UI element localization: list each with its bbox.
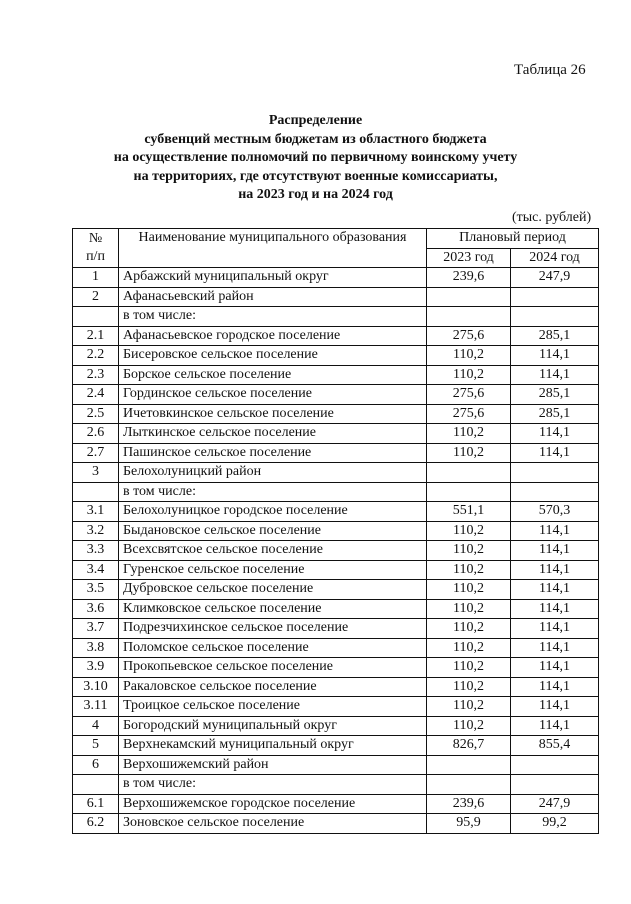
value-2023-cell: 826,7: [427, 736, 511, 756]
row-number-cell: 3.2: [73, 521, 119, 541]
table-row: [73, 541, 599, 561]
table-body: [73, 268, 599, 834]
municipality-name-cell: в том числе:: [119, 307, 427, 327]
municipality-name-cell: в том числе:: [119, 482, 427, 502]
row-number-cell: 3.1: [73, 502, 119, 522]
value-2024-cell: 99,2: [511, 814, 599, 834]
row-number-cell: 3: [73, 463, 119, 483]
row-number-cell: 2.6: [73, 424, 119, 444]
value-2024-cell: 114,1: [511, 716, 599, 736]
value-2024-cell: 114,1: [511, 580, 599, 600]
row-number-cell: 6.1: [73, 794, 119, 814]
table-number-label: Таблица 26: [514, 62, 586, 78]
table-row: [73, 658, 599, 678]
table-row: [73, 424, 599, 444]
value-2024-cell: 114,1: [511, 521, 599, 541]
table-row: [73, 365, 599, 385]
header-year-2023: 2023 год: [427, 248, 511, 268]
title-line-4: на территориях, где отсутствуют военные комиссариаты,: [133, 168, 498, 184]
header-number-symbol: №: [88, 230, 103, 246]
table-row: [73, 521, 599, 541]
row-number-cell: 6: [73, 755, 119, 775]
row-number-cell: 3.6: [73, 599, 119, 619]
value-2023-cell: 110,2: [427, 560, 511, 580]
value-2024-cell: 114,1: [511, 619, 599, 639]
header-number: [73, 229, 119, 268]
title-line-3: на осуществление полномочий по первичному воинскому учету: [113, 150, 518, 166]
table-row: [73, 775, 599, 795]
municipality-name-cell: Борское сельское поселение: [119, 365, 427, 385]
value-2023-cell: [427, 287, 511, 307]
row-number-cell: 2.5: [73, 404, 119, 424]
table-row: [73, 463, 599, 483]
municipality-name-cell: Лыткинское сельское поселение: [119, 424, 427, 444]
header-number-abbr: п/п: [86, 249, 105, 264]
row-number-cell: 3.10: [73, 677, 119, 697]
municipality-name-cell: Белохолуницкое городское поселение: [119, 502, 427, 522]
value-2023-cell: 110,2: [427, 677, 511, 697]
row-number-cell: 4: [73, 716, 119, 736]
value-2024-cell: 114,1: [511, 541, 599, 561]
row-number-cell: 2.4: [73, 385, 119, 405]
title-line-2: субвенций местным бюджетам из областного бюджета: [144, 131, 487, 147]
table-row: [73, 619, 599, 639]
value-2023-cell: 95,9: [427, 814, 511, 834]
value-2024-cell: [511, 482, 599, 502]
value-2024-cell: 285,1: [511, 326, 599, 346]
value-2023-cell: 110,2: [427, 443, 511, 463]
value-2024-cell: 114,1: [511, 599, 599, 619]
value-2023-cell: 110,2: [427, 619, 511, 639]
row-number-cell: 2.1: [73, 326, 119, 346]
table-row: [73, 697, 599, 717]
municipality-name-cell: Дубровское сельское поселение: [119, 580, 427, 600]
municipality-name-cell: Всехсвятское сельское поселение: [119, 541, 427, 561]
value-2024-cell: 114,1: [511, 658, 599, 678]
value-2023-cell: 110,2: [427, 599, 511, 619]
table-row: [73, 580, 599, 600]
municipality-name-cell: Белохолуницкий район: [119, 463, 427, 483]
value-2023-cell: 110,2: [427, 521, 511, 541]
municipality-name-cell: Пашинское сельское поселение: [119, 443, 427, 463]
table-row: [73, 346, 599, 366]
value-2024-cell: 285,1: [511, 385, 599, 405]
value-2024-cell: 114,1: [511, 424, 599, 444]
value-2024-cell: 285,1: [511, 404, 599, 424]
municipality-name-cell: Зоновское сельское поселение: [119, 814, 427, 834]
row-number-cell: [73, 307, 119, 327]
table-row: [73, 599, 599, 619]
municipality-name-cell: Быдановское сельское поселение: [119, 521, 427, 541]
units-label: (тыс. рублей): [512, 210, 592, 225]
value-2023-cell: 110,2: [427, 658, 511, 678]
municipality-name-cell: Афанасьевский район: [119, 287, 427, 307]
value-2023-cell: [427, 755, 511, 775]
value-2024-cell: 114,1: [511, 697, 599, 717]
table-row: [73, 736, 599, 756]
value-2023-cell: 239,6: [427, 794, 511, 814]
table-row: [73, 268, 599, 288]
row-number-cell: [73, 775, 119, 795]
value-2024-cell: 114,1: [511, 560, 599, 580]
municipality-name-cell: Гординское сельское поселение: [119, 385, 427, 405]
row-number-cell: 3.5: [73, 580, 119, 600]
row-number-cell: 3.9: [73, 658, 119, 678]
table-row: [73, 755, 599, 775]
municipality-name-cell: Верхошижемское городское поселение: [119, 794, 427, 814]
title-line-5: на 2023 год и на 2024 год: [238, 187, 393, 203]
value-2024-cell: 114,1: [511, 365, 599, 385]
municipality-name-cell: Арбажский муниципальный округ: [119, 268, 427, 288]
value-2024-cell: [511, 775, 599, 795]
table-row: [73, 502, 599, 522]
municipality-name-cell: Богородский муниципальный округ: [119, 716, 427, 736]
value-2023-cell: [427, 775, 511, 795]
municipality-name-cell: Афанасьевское городское поселение: [119, 326, 427, 346]
value-2023-cell: 275,6: [427, 385, 511, 405]
value-2024-cell: 114,1: [511, 677, 599, 697]
value-2023-cell: [427, 463, 511, 483]
municipality-name-cell: Верхошижемский район: [119, 755, 427, 775]
municipality-name-cell: Троицкое сельское поселение: [119, 697, 427, 717]
value-2024-cell: [511, 287, 599, 307]
municipality-name-cell: Подрезчихинское сельское поселение: [119, 619, 427, 639]
value-2023-cell: 275,6: [427, 326, 511, 346]
value-2024-cell: 114,1: [511, 346, 599, 366]
row-number-cell: 2.7: [73, 443, 119, 463]
header-name: Наименование муниципального образования: [119, 229, 427, 268]
value-2023-cell: 110,2: [427, 638, 511, 658]
value-2024-cell: 247,9: [511, 794, 599, 814]
value-2023-cell: 110,2: [427, 580, 511, 600]
budget-table: [72, 228, 599, 834]
row-number-cell: [73, 482, 119, 502]
municipality-name-cell: Ракаловское сельское поселение: [119, 677, 427, 697]
header-year-2024: 2024 год: [511, 248, 599, 268]
value-2023-cell: 239,6: [427, 268, 511, 288]
table-row: [73, 716, 599, 736]
row-number-cell: 5: [73, 736, 119, 756]
value-2024-cell: [511, 463, 599, 483]
table-row: [73, 287, 599, 307]
table-row: [73, 814, 599, 834]
value-2024-cell: 247,9: [511, 268, 599, 288]
value-2023-cell: [427, 482, 511, 502]
table-row: [73, 794, 599, 814]
municipality-name-cell: Верхнекамский муниципальный округ: [119, 736, 427, 756]
value-2023-cell: 110,2: [427, 541, 511, 561]
municipality-name-cell: Гуренское сельское поселение: [119, 560, 427, 580]
value-2023-cell: 110,2: [427, 346, 511, 366]
value-2024-cell: 855,4: [511, 736, 599, 756]
value-2023-cell: 551,1: [427, 502, 511, 522]
value-2023-cell: 110,2: [427, 424, 511, 444]
title-line-1: Распределение: [268, 113, 363, 128]
row-number-cell: 1: [73, 268, 119, 288]
row-number-cell: 2: [73, 287, 119, 307]
value-2024-cell: 114,1: [511, 638, 599, 658]
row-number-cell: 3.7: [73, 619, 119, 639]
table-row: [73, 677, 599, 697]
row-number-cell: 2.3: [73, 365, 119, 385]
municipality-name-cell: Поломское сельское поселение: [119, 638, 427, 658]
municipality-name-cell: Ичетовкинское сельское поселение: [119, 404, 427, 424]
table-row: [73, 404, 599, 424]
value-2023-cell: 275,6: [427, 404, 511, 424]
municipality-name-cell: в том числе:: [119, 775, 427, 795]
table-row: [73, 638, 599, 658]
municipality-name-cell: Климковское сельское поселение: [119, 599, 427, 619]
value-2024-cell: 570,3: [511, 502, 599, 522]
table-row: [73, 560, 599, 580]
document-title: [0, 112, 631, 205]
value-2024-cell: [511, 755, 599, 775]
row-number-cell: 3.3: [73, 541, 119, 561]
table-row: [73, 482, 599, 502]
table-row: [73, 385, 599, 405]
value-2023-cell: 110,2: [427, 365, 511, 385]
value-2024-cell: [511, 307, 599, 327]
header-period: Плановый период: [427, 229, 599, 249]
municipality-name-cell: Прокопьевское сельское поселение: [119, 658, 427, 678]
value-2024-cell: 114,1: [511, 443, 599, 463]
table-row: [73, 443, 599, 463]
row-number-cell: 2.2: [73, 346, 119, 366]
value-2023-cell: 110,2: [427, 697, 511, 717]
municipality-name-cell: Бисеровское сельское поселение: [119, 346, 427, 366]
value-2023-cell: [427, 307, 511, 327]
table-row: [73, 307, 599, 327]
row-number-cell: 6.2: [73, 814, 119, 834]
row-number-cell: 3.4: [73, 560, 119, 580]
table-row: [73, 326, 599, 346]
row-number-cell: 3.8: [73, 638, 119, 658]
row-number-cell: 3.11: [73, 697, 119, 717]
value-2023-cell: 110,2: [427, 716, 511, 736]
